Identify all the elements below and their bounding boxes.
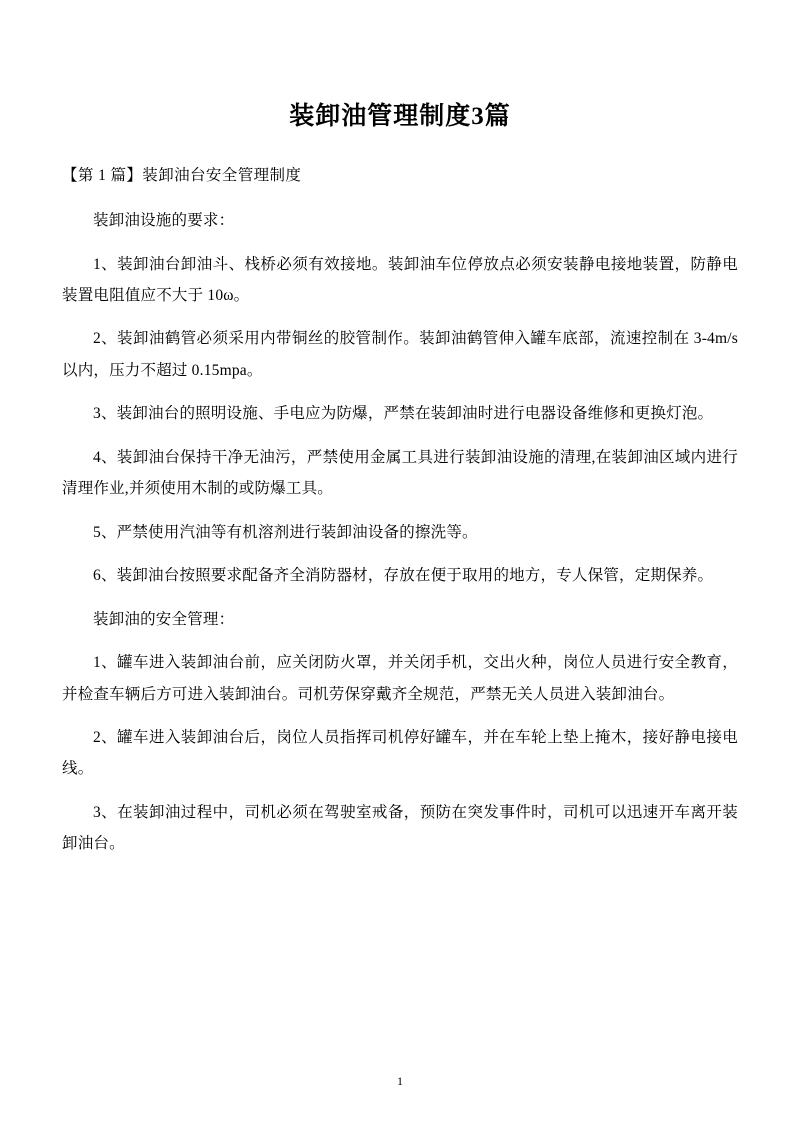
- paragraph-item: 1、罐车进入装卸油台前，应关闭防火罩，并关闭手机，交出火种，岗位人员进行安全教育，并检查车辆后方可进入装卸油台。司机劳保穿戴齐全规范，严禁无关人员进入装卸油台。: [62, 654, 738, 703]
- paragraph-item: 4、装卸油台保持干净无油污，严禁使用金属工具进行装卸油设施的清理,在装卸油区域内进行清理作业,并须使用木制的或防爆工具。: [62, 448, 738, 498]
- subheading-safety-management: 装卸油的安全管理：: [93, 610, 235, 628]
- paragraph-item: 5、严禁使用汽油等有机溶剂进行装卸油设备的擦洗等。: [93, 523, 478, 541]
- page-number: 1: [397, 1074, 403, 1088]
- page-title: 装卸油管理制度3篇: [289, 103, 511, 130]
- paragraph-item: 2、装卸油鹤管必须采用内带铜丝的胶管制作。装卸油鹤管伸入罐车底部，流速控制在 3-4m/s 以内，压力不超过 0.15mpa。: [62, 330, 738, 379]
- subheading-requirements: 装卸油设施的要求：: [93, 212, 235, 230]
- paragraph-item: 1、装卸油台卸油斗、栈桥必须有效接地。装卸油车位停放点必须安装静电接地装置，防静电装置电阻值应不大于 10ω。: [62, 255, 738, 305]
- paragraph-item: 2、罐车进入装卸油台后，岗位人员指挥司机停好罐车，并在车轮上垫上掩木，接好静电接电线。: [62, 729, 738, 778]
- paragraph-item: 3、装卸油台的照明设施、手电应为防爆，严禁在装卸油时进行电器设备维修和更换灯泡。: [93, 405, 714, 423]
- paragraph-item: 6、装卸油台按照要求配备齐全消防器材，存放在便于取用的地方，专人保管，定期保养。: [93, 567, 714, 585]
- section-label: 【第 1 篇】装卸油台安全管理制度: [62, 167, 302, 184]
- paragraph-item: 3、在装卸油过程中，司机必须在驾驶室戒备，预防在突发事件时，司机可以迅速开车离开装卸油台。: [62, 803, 738, 853]
